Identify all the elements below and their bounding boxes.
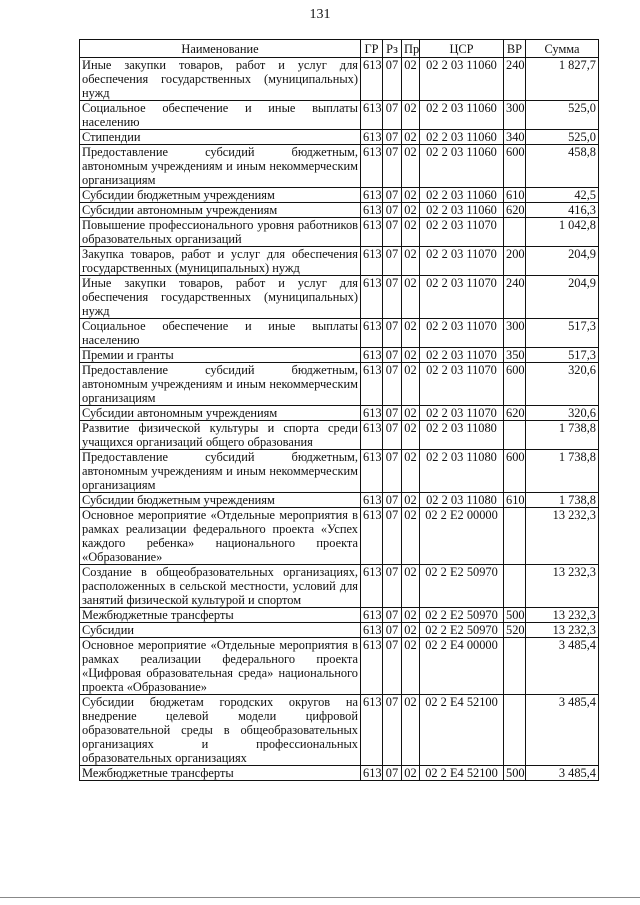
row-csr: 02 2 03 11080 <box>420 493 504 508</box>
table-row <box>80 608 599 623</box>
bottom-scan-line <box>0 897 640 898</box>
row-csr: 02 2 E4 52100 <box>420 766 504 781</box>
row-gr: 613 <box>361 188 383 203</box>
row-pr: 02 <box>402 766 420 781</box>
row-vr: 610 <box>504 493 526 508</box>
row-name: Субсидии бюджетным учреждениям <box>80 493 361 508</box>
row-rz: 07 <box>383 319 402 348</box>
table-row <box>80 766 599 781</box>
row-vr <box>504 421 526 450</box>
table-row <box>80 638 599 695</box>
row-vr: 240 <box>504 276 526 319</box>
row-rz: 07 <box>383 508 402 565</box>
row-rz: 07 <box>383 58 402 101</box>
row-pr: 02 <box>402 319 420 348</box>
row-sum: 1 738,8 <box>526 493 599 508</box>
row-name: Субсидии автономным учреждениям <box>80 203 361 218</box>
row-csr: 02 2 E4 00000 <box>420 638 504 695</box>
row-rz: 07 <box>383 406 402 421</box>
row-rz: 07 <box>383 608 402 623</box>
row-gr: 613 <box>361 406 383 421</box>
row-csr: 02 2 03 11070 <box>420 247 504 276</box>
table-row <box>80 319 599 348</box>
row-name: Субсидии бюджетам городских округов на внедрение целевой модели цифровой образовательной среды в общеобразовательных организациях и профессиональных образовательных организациях <box>80 695 361 766</box>
row-name: Субсидии автономным учреждениям <box>80 406 361 421</box>
row-pr: 02 <box>402 695 420 766</box>
header-csr: ЦСР <box>420 40 504 58</box>
table-row <box>80 623 599 638</box>
row-sum: 1 738,8 <box>526 421 599 450</box>
table-row <box>80 406 599 421</box>
table-row <box>80 203 599 218</box>
row-sum: 517,3 <box>526 319 599 348</box>
row-pr: 02 <box>402 130 420 145</box>
row-sum: 13 232,3 <box>526 623 599 638</box>
row-sum: 13 232,3 <box>526 608 599 623</box>
row-vr: 520 <box>504 623 526 638</box>
row-rz: 07 <box>383 203 402 218</box>
row-gr: 613 <box>361 203 383 218</box>
row-csr: 02 2 03 11060 <box>420 101 504 130</box>
row-csr: 02 2 03 11060 <box>420 130 504 145</box>
row-vr: 200 <box>504 247 526 276</box>
row-gr: 613 <box>361 623 383 638</box>
header-vr: ВР <box>504 40 526 58</box>
row-pr: 02 <box>402 276 420 319</box>
row-gr: 613 <box>361 276 383 319</box>
table-row <box>80 218 599 247</box>
header-gr: ГР <box>361 40 383 58</box>
row-name: Межбюджетные трансферты <box>80 766 361 781</box>
row-pr: 02 <box>402 608 420 623</box>
row-vr: 350 <box>504 348 526 363</box>
row-rz: 07 <box>383 130 402 145</box>
row-gr: 613 <box>361 508 383 565</box>
row-rz: 07 <box>383 363 402 406</box>
table-row <box>80 493 599 508</box>
row-vr: 340 <box>504 130 526 145</box>
budget-table <box>79 39 599 781</box>
row-gr: 613 <box>361 363 383 406</box>
row-csr: 02 2 03 11070 <box>420 218 504 247</box>
row-rz: 07 <box>383 638 402 695</box>
row-rz: 07 <box>383 421 402 450</box>
table-row <box>80 247 599 276</box>
row-csr: 02 2 E2 50970 <box>420 623 504 638</box>
table-row <box>80 695 599 766</box>
row-name: Иные закупки товаров, работ и услуг для обеспечения государственных (муниципальных) нужд <box>80 276 361 319</box>
row-pr: 02 <box>402 188 420 203</box>
row-rz: 07 <box>383 247 402 276</box>
row-sum: 3 485,4 <box>526 695 599 766</box>
table-row <box>80 130 599 145</box>
row-name: Основное мероприятие «Отдельные мероприятия в рамках реализации федерального проекта «Цифровая образовательная среда» национального проекта «Образование» <box>80 638 361 695</box>
row-rz: 07 <box>383 188 402 203</box>
row-rz: 07 <box>383 276 402 319</box>
row-name: Социальное обеспечение и иные выплаты населению <box>80 101 361 130</box>
row-name: Повышение профессионального уровня работников образовательных организаций <box>80 218 361 247</box>
row-rz: 07 <box>383 101 402 130</box>
row-csr: 02 2 03 11080 <box>420 421 504 450</box>
row-csr: 02 2 03 11080 <box>420 450 504 493</box>
row-name: Субсидии <box>80 623 361 638</box>
row-vr <box>504 218 526 247</box>
row-pr: 02 <box>402 203 420 218</box>
row-csr: 02 2 03 11060 <box>420 145 504 188</box>
table-row <box>80 450 599 493</box>
row-pr: 02 <box>402 101 420 130</box>
row-sum: 1 738,8 <box>526 450 599 493</box>
table-header-row <box>80 40 599 58</box>
row-vr: 300 <box>504 319 526 348</box>
row-gr: 613 <box>361 247 383 276</box>
row-csr: 02 2 03 11060 <box>420 203 504 218</box>
row-name: Предоставление субсидий бюджетным, автономным учреждениям и иным некоммерческим организациям <box>80 363 361 406</box>
row-pr: 02 <box>402 493 420 508</box>
row-pr: 02 <box>402 406 420 421</box>
table-row <box>80 348 599 363</box>
table-row <box>80 508 599 565</box>
row-vr <box>504 695 526 766</box>
header-name: Наименование <box>80 40 361 58</box>
row-name: Премии и гранты <box>80 348 361 363</box>
row-gr: 613 <box>361 638 383 695</box>
row-name: Иные закупки товаров, работ и услуг для обеспечения государственных (муниципальных) нужд <box>80 58 361 101</box>
table-body <box>80 58 599 781</box>
row-vr: 620 <box>504 203 526 218</box>
row-rz: 07 <box>383 450 402 493</box>
row-gr: 613 <box>361 145 383 188</box>
row-name: Субсидии бюджетным учреждениям <box>80 188 361 203</box>
table-row <box>80 188 599 203</box>
row-sum: 42,5 <box>526 188 599 203</box>
row-name: Стипендии <box>80 130 361 145</box>
row-sum: 204,9 <box>526 247 599 276</box>
table-row <box>80 565 599 608</box>
row-name: Социальное обеспечение и иные выплаты населению <box>80 319 361 348</box>
row-vr <box>504 565 526 608</box>
row-sum: 320,6 <box>526 406 599 421</box>
row-name: Развитие физической культуры и спорта среди учащихся организаций общего образования <box>80 421 361 450</box>
row-pr: 02 <box>402 508 420 565</box>
table-row <box>80 145 599 188</box>
row-pr: 02 <box>402 638 420 695</box>
row-name: Создание в общеобразовательных организациях, расположенных в сельской местности, условий для занятий физической культурой и спортом <box>80 565 361 608</box>
table-row <box>80 421 599 450</box>
row-rz: 07 <box>383 348 402 363</box>
row-vr: 300 <box>504 101 526 130</box>
row-gr: 613 <box>361 565 383 608</box>
row-vr: 600 <box>504 145 526 188</box>
row-rz: 07 <box>383 565 402 608</box>
row-csr: 02 2 E4 52100 <box>420 695 504 766</box>
row-vr: 600 <box>504 363 526 406</box>
row-gr: 613 <box>361 493 383 508</box>
row-rz: 07 <box>383 623 402 638</box>
row-pr: 02 <box>402 363 420 406</box>
row-sum: 525,0 <box>526 130 599 145</box>
row-sum: 320,6 <box>526 363 599 406</box>
row-csr: 02 2 03 11060 <box>420 188 504 203</box>
row-gr: 613 <box>361 319 383 348</box>
row-csr: 02 2 03 11070 <box>420 406 504 421</box>
row-csr: 02 2 03 11060 <box>420 58 504 101</box>
row-sum: 517,3 <box>526 348 599 363</box>
row-sum: 3 485,4 <box>526 766 599 781</box>
table-row <box>80 276 599 319</box>
row-vr: 620 <box>504 406 526 421</box>
row-vr: 500 <box>504 608 526 623</box>
row-rz: 07 <box>383 766 402 781</box>
row-pr: 02 <box>402 218 420 247</box>
row-gr: 613 <box>361 130 383 145</box>
row-csr: 02 2 E2 50970 <box>420 565 504 608</box>
row-gr: 613 <box>361 101 383 130</box>
row-pr: 02 <box>402 348 420 363</box>
row-sum: 1 042,8 <box>526 218 599 247</box>
row-rz: 07 <box>383 695 402 766</box>
row-vr: 610 <box>504 188 526 203</box>
row-vr <box>504 508 526 565</box>
row-rz: 07 <box>383 218 402 247</box>
row-pr: 02 <box>402 565 420 608</box>
row-csr: 02 2 03 11070 <box>420 348 504 363</box>
row-sum: 13 232,3 <box>526 565 599 608</box>
row-gr: 613 <box>361 450 383 493</box>
row-sum: 3 485,4 <box>526 638 599 695</box>
row-rz: 07 <box>383 493 402 508</box>
row-name: Закупка товаров, работ и услуг для обеспечения государственных (муниципальных) нужд <box>80 247 361 276</box>
row-sum: 204,9 <box>526 276 599 319</box>
row-vr: 240 <box>504 58 526 101</box>
row-vr: 600 <box>504 450 526 493</box>
row-gr: 613 <box>361 608 383 623</box>
row-gr: 613 <box>361 218 383 247</box>
row-pr: 02 <box>402 450 420 493</box>
table-row <box>80 58 599 101</box>
row-csr: 02 2 03 11070 <box>420 276 504 319</box>
header-pr: Пр <box>402 40 420 58</box>
row-gr: 613 <box>361 348 383 363</box>
row-sum: 458,8 <box>526 145 599 188</box>
row-gr: 613 <box>361 766 383 781</box>
row-name: Предоставление субсидий бюджетным, автономным учреждениям и иным некоммерческим организациям <box>80 450 361 493</box>
row-pr: 02 <box>402 623 420 638</box>
row-sum: 416,3 <box>526 203 599 218</box>
row-gr: 613 <box>361 695 383 766</box>
row-pr: 02 <box>402 58 420 101</box>
row-csr: 02 2 E2 50970 <box>420 608 504 623</box>
row-csr: 02 2 03 11070 <box>420 363 504 406</box>
row-name: Предоставление субсидий бюджетным, автономным учреждениям и иным некоммерческим организациям <box>80 145 361 188</box>
row-name: Основное мероприятие «Отдельные мероприятия в рамках реализации федерального проекта «Успех каждого ребенка» национального проекта «Образование» <box>80 508 361 565</box>
row-sum: 1 827,7 <box>526 58 599 101</box>
row-csr: 02 2 E2 00000 <box>420 508 504 565</box>
row-sum: 525,0 <box>526 101 599 130</box>
row-vr <box>504 638 526 695</box>
row-pr: 02 <box>402 247 420 276</box>
header-rz: Рз <box>383 40 402 58</box>
row-pr: 02 <box>402 421 420 450</box>
row-name: Межбюджетные трансферты <box>80 608 361 623</box>
row-vr: 500 <box>504 766 526 781</box>
page-number: 131 <box>309 7 331 22</box>
table-row <box>80 101 599 130</box>
row-gr: 613 <box>361 421 383 450</box>
row-csr: 02 2 03 11070 <box>420 319 504 348</box>
row-pr: 02 <box>402 145 420 188</box>
header-sum: Сумма <box>526 40 599 58</box>
table-row <box>80 363 599 406</box>
row-rz: 07 <box>383 145 402 188</box>
row-sum: 13 232,3 <box>526 508 599 565</box>
row-gr: 613 <box>361 58 383 101</box>
